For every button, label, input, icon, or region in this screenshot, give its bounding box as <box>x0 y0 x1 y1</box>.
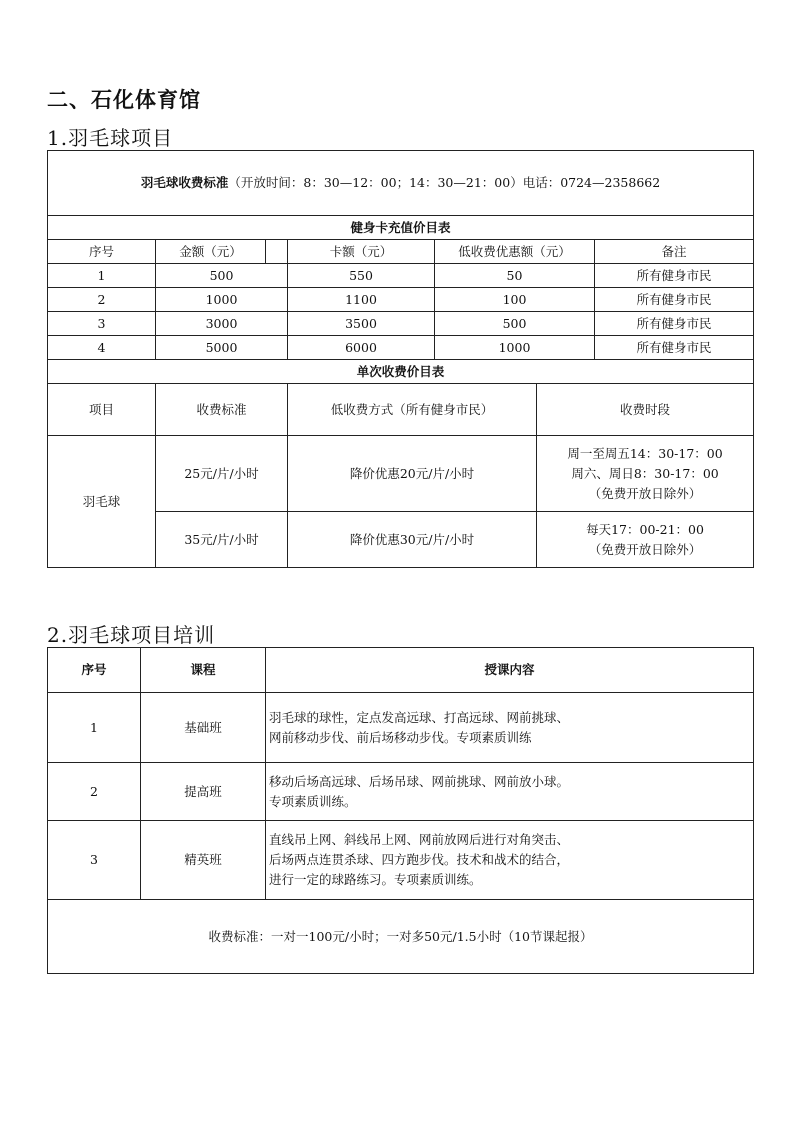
cell-content <box>266 763 754 821</box>
col-header-amount: 金额（元） <box>156 240 266 264</box>
col-header-course: 课程 <box>141 648 266 693</box>
cell-no: 1 <box>48 693 141 763</box>
col-header-item: 项目 <box>48 384 156 436</box>
time-line: （免费开放日除外） <box>588 485 702 501</box>
cell-card-amount: 550 <box>288 264 435 288</box>
content-line: 直线吊上网、斜线吊上网、网前放网后进行对角突击、 <box>269 832 570 847</box>
cell-discount: 500 <box>435 312 595 336</box>
col-header-time-slot: 收费时段 <box>537 384 754 436</box>
fee-table-title <box>48 151 754 216</box>
cell-time-slot <box>537 436 754 512</box>
col-header-price: 收费标准 <box>156 384 288 436</box>
col-header-content: 授课内容 <box>266 648 754 693</box>
content-line: 专项素质训练。 <box>269 793 357 809</box>
cell-card-amount: 6000 <box>288 336 435 360</box>
section-heading: 二、石化体育馆 <box>47 88 201 112</box>
cell-time-slot <box>537 512 754 568</box>
badminton-fee-table <box>47 150 754 568</box>
table-row <box>48 693 754 763</box>
col-header-no: 序号 <box>48 240 156 264</box>
cell-no: 2 <box>48 763 141 821</box>
cell-discount: 降价优惠30元/片/小时 <box>288 512 537 568</box>
cell-discount: 100 <box>435 288 595 312</box>
table-row <box>48 336 754 360</box>
training-table <box>47 647 754 974</box>
table-row <box>48 288 754 312</box>
cell-price: 35元/片/小时 <box>156 512 288 568</box>
time-line: 周六、周日8：30-17：00 <box>571 465 719 481</box>
content-line: 进行一定的球路练习。专项素质训练。 <box>269 872 482 887</box>
cell-course: 精英班 <box>141 821 266 900</box>
cell-amount: 1000 <box>156 288 288 312</box>
cell-amount: 5000 <box>156 336 288 360</box>
col-header-blank <box>266 240 288 264</box>
content-line: 羽毛球的球性，定点发高远球、打高远球、网前挑球、 <box>269 709 570 725</box>
fee-title-hours-phone: （开放时间：8：30—12：00；14：30—21：00）电话：0724—2358662 <box>228 175 661 190</box>
table-row <box>48 312 754 336</box>
time-line: 每天17：00-21：00 <box>586 521 704 537</box>
table-row <box>48 821 754 900</box>
cell-content <box>266 693 754 763</box>
card-table-title: 健身卡充值价目表 <box>48 216 754 240</box>
cell-card-amount: 3500 <box>288 312 435 336</box>
fee-title-bold: 羽毛球收费标准 <box>140 175 229 190</box>
cell-discount: 50 <box>435 264 595 288</box>
cell-item: 羽毛球 <box>48 436 156 568</box>
cell-course: 基础班 <box>141 693 266 763</box>
single-table-title: 单次收费价目表 <box>48 360 754 384</box>
cell-remark: 所有健身市民 <box>595 264 754 288</box>
col-header-remark: 备注 <box>595 240 754 264</box>
table-row <box>48 264 754 288</box>
col-header-no: 序号 <box>48 648 141 693</box>
col-header-card-amount: 卡额（元） <box>288 240 435 264</box>
time-line: （免费开放日除外） <box>588 541 702 557</box>
content-line: 网前移动步伐、前后场移动步伐。专项素质训练 <box>269 729 532 745</box>
cell-no: 2 <box>48 288 156 312</box>
cell-no: 1 <box>48 264 156 288</box>
subheading-training: 2.羽毛球项目培训 <box>47 623 216 647</box>
cell-course: 提高班 <box>141 763 266 821</box>
cell-discount: 1000 <box>435 336 595 360</box>
cell-no: 4 <box>48 336 156 360</box>
time-line: 周一至周五14：30-17：00 <box>567 445 723 461</box>
table-row <box>48 436 754 512</box>
cell-remark: 所有健身市民 <box>595 312 754 336</box>
cell-no: 3 <box>48 312 156 336</box>
content-line: 移动后场高远球、后场吊球、网前挑球、网前放小球。 <box>269 773 570 789</box>
col-header-discount: 低收费优惠额（元） <box>435 240 595 264</box>
cell-amount: 500 <box>156 264 288 288</box>
cell-amount: 3000 <box>156 312 288 336</box>
cell-card-amount: 1100 <box>288 288 435 312</box>
training-fee-footer: 收费标准：一对一100元/小时；一对多50元/1.5小时（10节课起报） <box>48 900 754 974</box>
cell-remark: 所有健身市民 <box>595 336 754 360</box>
subheading-badminton: 1.羽毛球项目 <box>47 126 174 150</box>
cell-remark: 所有健身市民 <box>595 288 754 312</box>
cell-price: 25元/片/小时 <box>156 436 288 512</box>
col-header-discount-method: 低收费方式（所有健身市民） <box>288 384 537 436</box>
cell-content <box>266 821 754 900</box>
table-row <box>48 763 754 821</box>
content-line: 后场两点连贯杀球、四方跑步伐。技术和战术的结合， <box>269 852 570 867</box>
cell-discount: 降价优惠20元/片/小时 <box>288 436 537 512</box>
cell-no: 3 <box>48 821 141 900</box>
